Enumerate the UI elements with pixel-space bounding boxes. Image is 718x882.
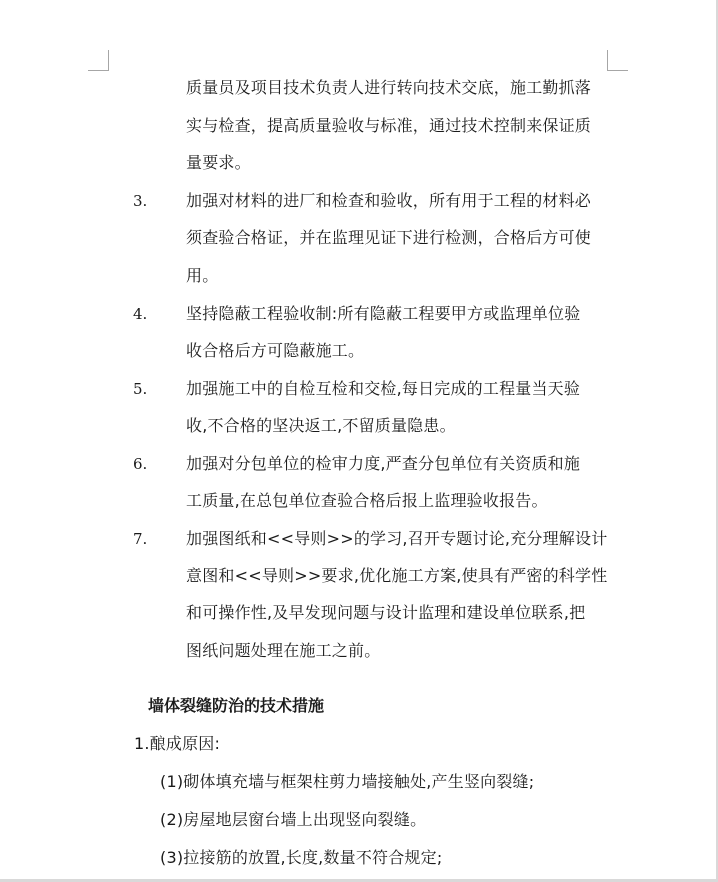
section-subheading: 1.酿成原因: (134, 734, 221, 753)
list-item-number: 4. (133, 305, 148, 323)
list-item-number: 6. (133, 455, 148, 473)
paragraph-line: 实与检查，提高质量验收与标准，通过技术控制来保证质 (186, 116, 592, 135)
list-item-line: 收合格后方可隐蔽施工。 (186, 341, 365, 360)
list-item-line: 加强对分包单位的检审力度,严查分包单位有关资质和施 (186, 454, 581, 473)
list-item-line: 须查验合格证，并在监理见证下进行检测，合格后方可使 (186, 228, 592, 247)
list-item-line: 坚持隐蔽工程验收制:所有隐蔽工程要甲方或监理单位验 (186, 304, 581, 323)
list-item-number: 5. (133, 380, 148, 398)
cause-item: (2)房屋地层窗台墙上出现竖向裂缝。 (160, 810, 427, 829)
list-item-line: 和可操作性,及早发现问题与设计监理和建设单位联系,把 (186, 603, 586, 622)
list-item-line: 加强施工中的自检互检和交检,每日完成的工程量当天验 (186, 379, 581, 398)
crop-mark-top-right (608, 70, 628, 71)
list-item-line: 图纸问题处理在施工之前。 (186, 641, 381, 660)
crop-mark-top-left (88, 70, 108, 71)
cause-item: (1)砌体填充墙与框架柱剪力墙接触处,产生竖向裂缝; (160, 772, 535, 791)
paragraph-line: 质量员及项目技术负责人进行转向技术交底，施工勤抓落 (186, 78, 592, 97)
crop-mark-top-left (108, 50, 109, 71)
list-item-line: 收,不合格的坚决返工,不留质量隐患。 (186, 416, 456, 435)
paragraph-line: 量要求。 (186, 153, 251, 172)
section-heading: 墙体裂缝防治的技术措施 (148, 696, 325, 715)
list-item-line: 加强图纸和<<导则>>的学习,召开专题讨论,充分理解设计 (186, 529, 608, 548)
list-item-number: 3. (133, 192, 148, 210)
list-item-line: 意图和<<导则>>要求,优化施工方案,使具有严密的科学性 (186, 566, 608, 585)
list-item-line: 工质量,在总包单位查验合格后报上监理验收报告。 (186, 491, 548, 510)
cause-item: (3)拉接筋的放置,长度,数量不符合规定; (160, 848, 443, 867)
list-item-line: 加强对材料的进厂和检查和验收，所有用于工程的材料必 (186, 191, 592, 210)
list-item-line: 用。 (186, 266, 219, 285)
list-item-number: 7. (133, 530, 148, 548)
crop-mark-top-right (607, 50, 608, 71)
